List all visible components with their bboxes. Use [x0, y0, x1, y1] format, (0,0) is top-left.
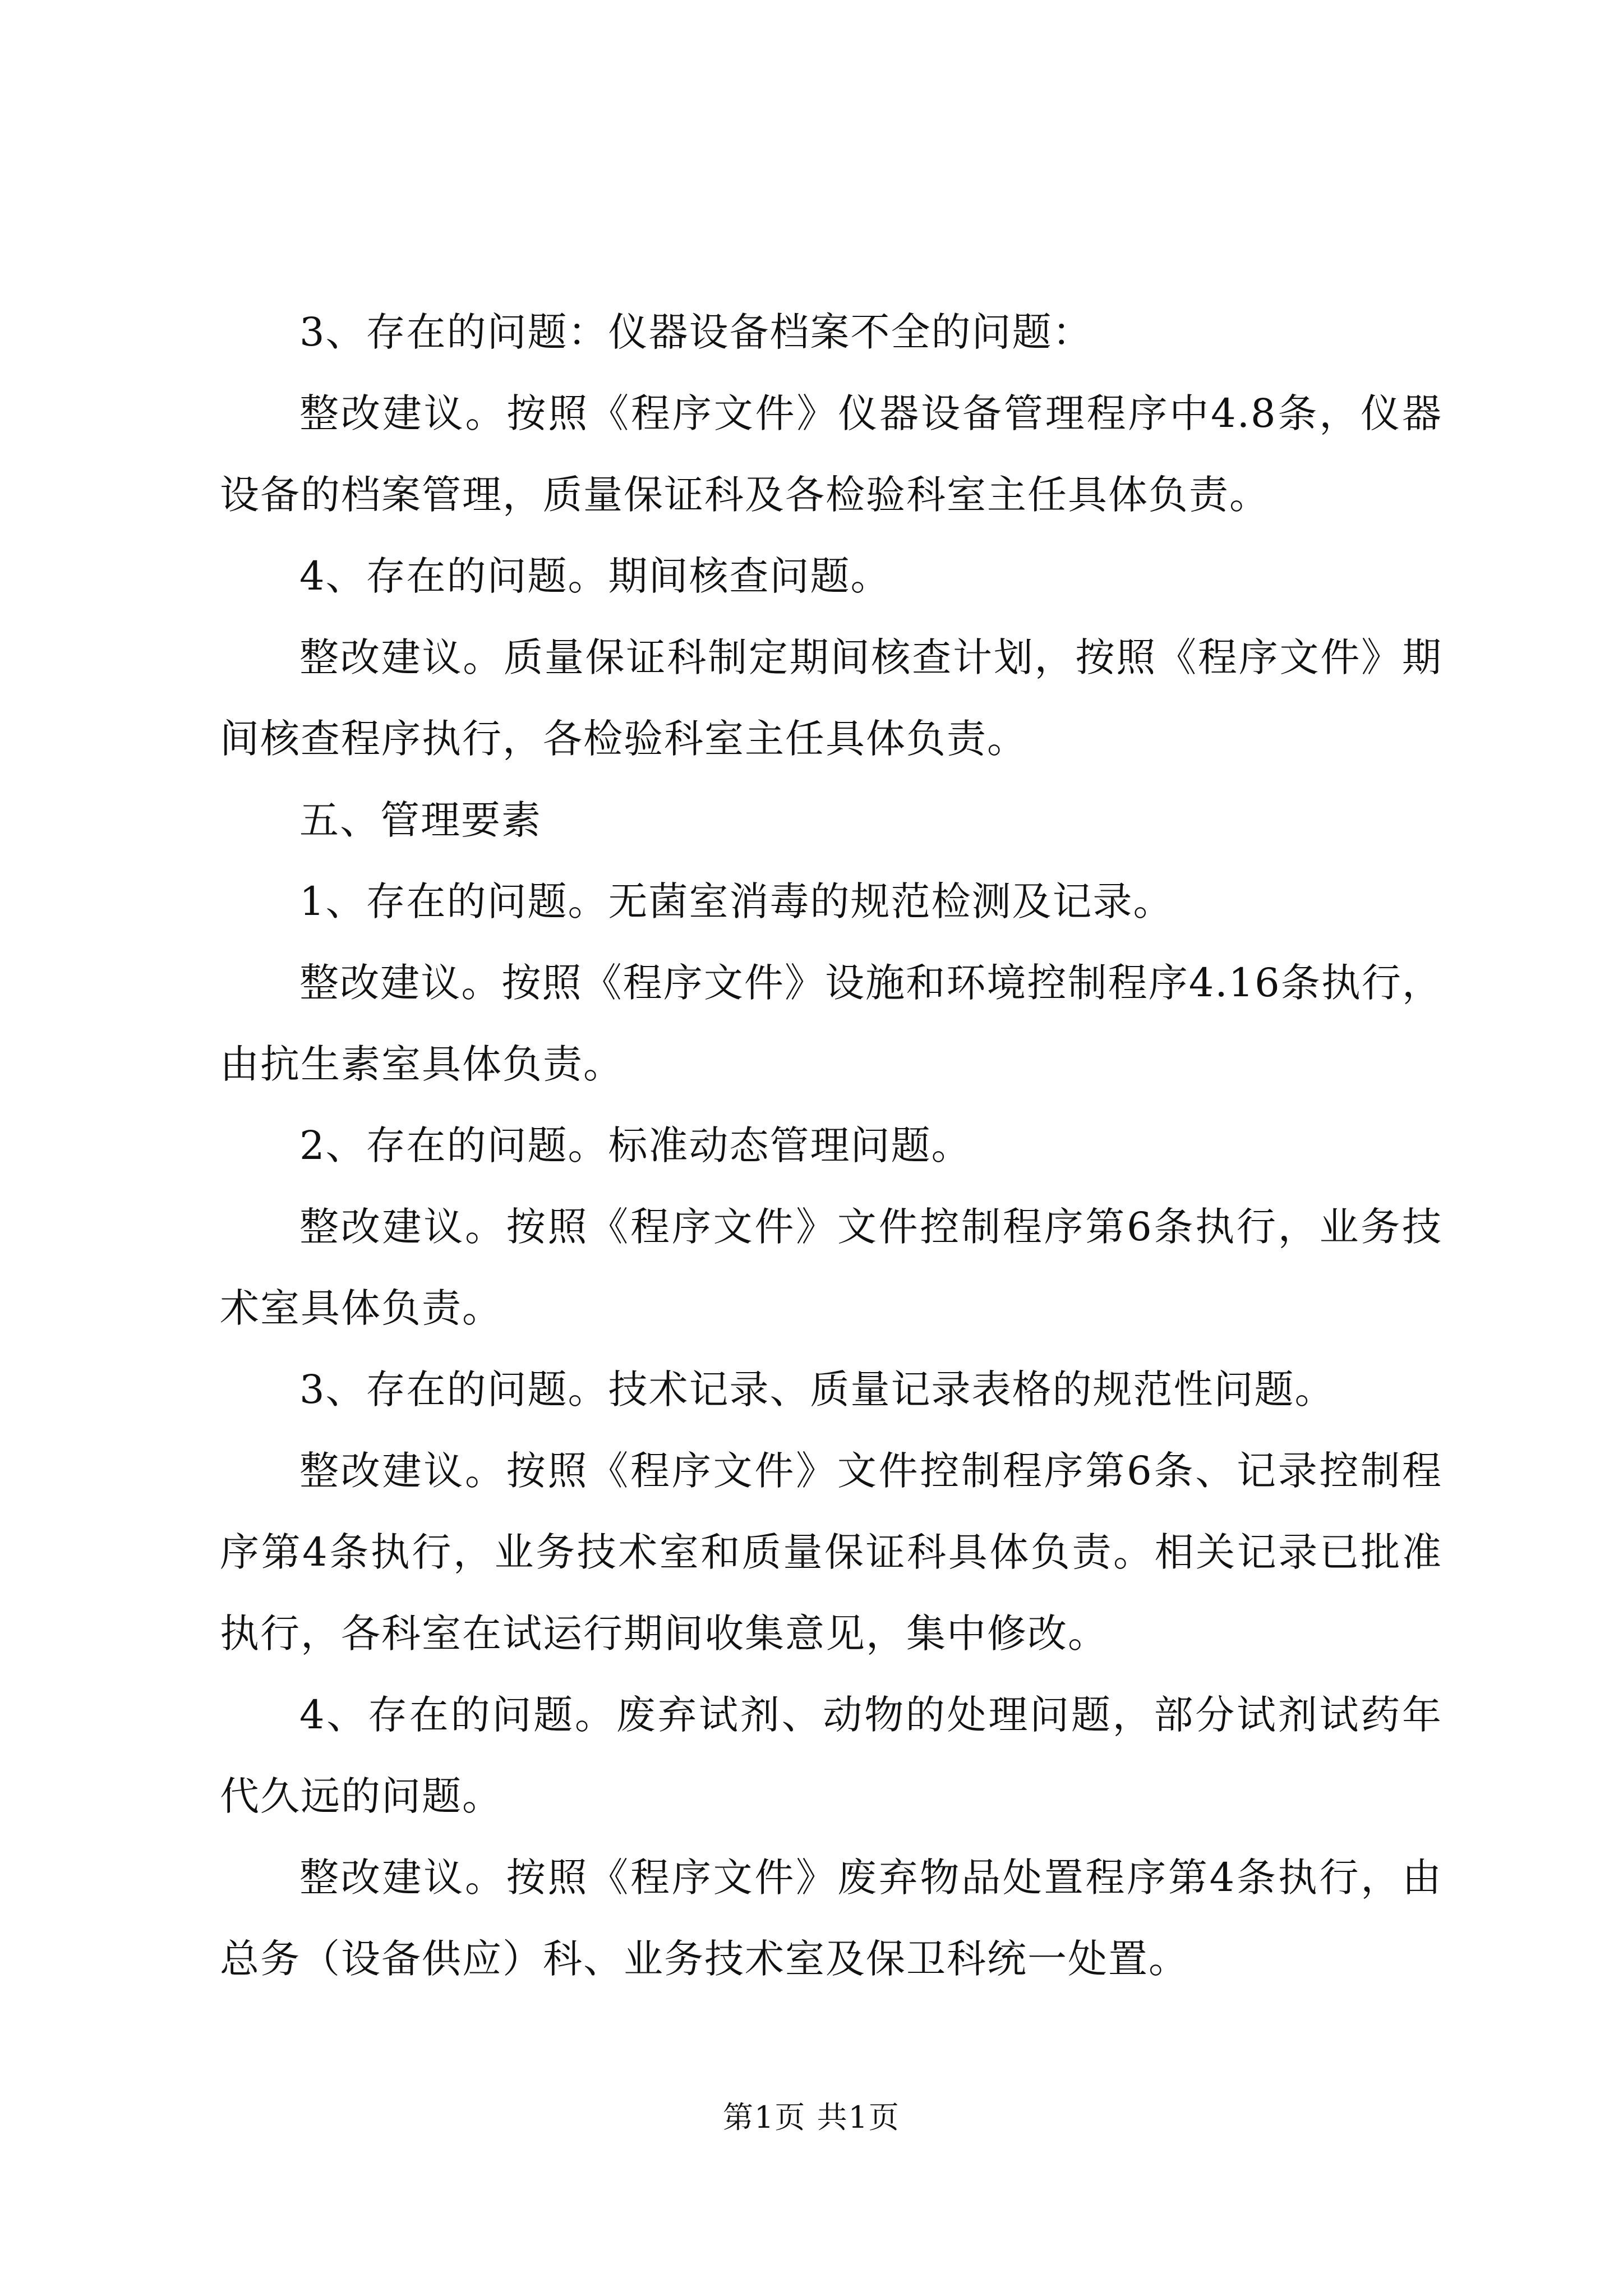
document-body	[220, 292, 1442, 2000]
section-heading-management-elements: 五、管理要素	[299, 797, 542, 843]
paragraph-suggestion-equipment-records: 整改建议。按照《程序文件》仪器设备管理程序中4.8条，仪器设备的档案管理，质量保证科及各检验科室主任具体负责。	[220, 390, 1442, 518]
paragraph-issue-1-sterile-room: 1、存在的问题。无菌室消毒的规范检测及记录。	[299, 878, 1174, 924]
paragraph-suggestion-interim-check: 整改建议。质量保证科制定期间核查计划，按照《程序文件》期间核查程序执行，各检验科室主任具体负责。	[220, 634, 1442, 762]
paragraph-issue-3-equipment-records: 3、存在的问题：仪器设备档案不全的问题：	[299, 309, 1093, 355]
paragraph-issue-3-record-forms: 3、存在的问题。技术记录、质量记录表格的规范性问题。	[299, 1366, 1335, 1412]
page-footer: 第1页 共1页	[723, 2100, 900, 2135]
paragraph-suggestion-standards: 整改建议。按照《程序文件》文件控制程序第6条执行，业务技术室具体负责。	[220, 1204, 1442, 1331]
paragraph-issue-2-standards: 2、存在的问题。标准动态管理问题。	[299, 1122, 972, 1168]
paragraph-suggestion-sterile-room: 整改建议。按照《程序文件》设施和环境控制程序4.16条执行，由抗生素室具体负责。	[220, 960, 1442, 1087]
paragraph-suggestion-record-forms: 整改建议。按照《程序文件》文件控制程序第6条、记录控制程序第4条执行，业务技术室和质量保证科具体负责。相关记录已批准执行，各科室在试运行期间收集意见，集中修改。	[220, 1448, 1442, 1657]
paragraph-suggestion-waste: 整改建议。按照《程序文件》废弃物品处置程序第4条执行，由总务（设备供应）科、业务技术室及保卫科统一处置。	[220, 1855, 1442, 1982]
paragraph-issue-4-waste: 4、存在的问题。废弃试剂、动物的处理问题，部分试剂试药年代久远的问题。	[220, 1692, 1442, 1819]
paragraph-issue-4-interim-check: 4、存在的问题。期间核查问题。	[299, 553, 891, 599]
